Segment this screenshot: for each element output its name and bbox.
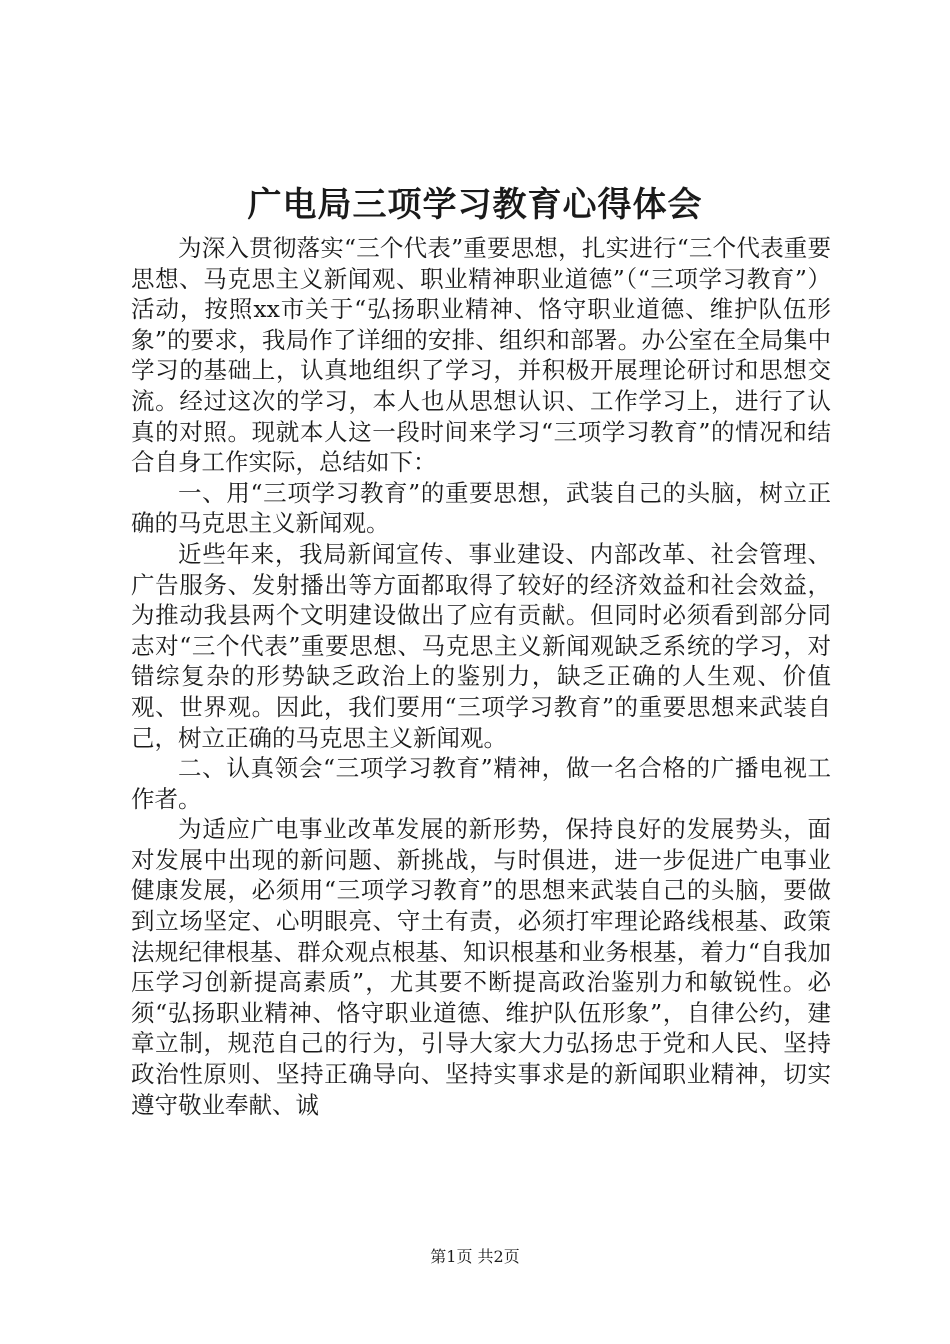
paragraph-heading-2: 二、认真领会“三项学习教育”精神，做一名合格的广播电视工作者。 <box>131 754 831 813</box>
paragraph-heading-1: 一、用“三项学习教育”的重要思想，武装自己的头脑，树立正确的马克思主义新闻观。 <box>131 478 831 538</box>
document-title: 广电局三项学习教育心得体会 <box>247 185 703 225</box>
page-number-footer: 第1页 共2页 <box>430 1247 520 1266</box>
paragraph-section-2: 为适应广电事业改革发展的新形势，保持良好的发展势头，面对发展中出现的新问题、新挑战，与时俱进，进一步促进广电事业健康发展，必须用“三项学习教育”的思想来武装自己的头脑，要做到立场坚定、心明眼亮、守土有责，必须打牢理论路线根基、政策法规纪律根基、群众观点根基、知识根基和业务根基，着力“自我加压学习创新提高素质”，尤其要不断提高政治鉴别力和敏锐性。必须“弘扬职业精神、恪守职业道德、维护队伍形象”，自律公约，建章立制，规范自己的行为，引导大家大力弘扬忠于党和人民、坚持政治性原则、坚持正确导向、坚持实事求是的新闻职业精神，切实遵守敬业奉献、诚 <box>131 815 831 1119</box>
paragraph-section-1: 近些年来，我局新闻宣传、事业建设、内部改革、社会管理、广告服务、发射播出等方面都取得了较好的经济效益和社会效益，为推动我县两个文明建设做出了应有贡献。但同时必须看到部分同志对“三个代表”重要思想、马克思主义新闻观缺乏系统的学习，对错综复杂的形势缺乏政治上的鉴别力，缺乏正确的人生观、价值观、世界观。因此，我们要用“三项学习教育”的重要思想来武装自己，树立正确的马克思主义新闻观。 <box>131 539 831 752</box>
document-body <box>131 233 831 1120</box>
paragraph-intro: 为深入贯彻落实“三个代表”重要思想，扎实进行“三个代表重要思想、马克思主义新闻观、职业精神职业道德”（“三项学习教育”）活动，按照xx市关于“弘扬职业精神、恪守职业道德、维护队伍形象”的要求，我局作了详细的安排、组织和部署。办公室在全局集中学习的基础上，认真地组织了学习，并积极开展理论研讨和思想交流。经过这次的学习，本人也从思想认识、工作学习上，进行了认真的对照。现就本人这一段时间来学习“三项学习教育”的情况和结合自身工作实际，总结如下： <box>131 234 831 477</box>
